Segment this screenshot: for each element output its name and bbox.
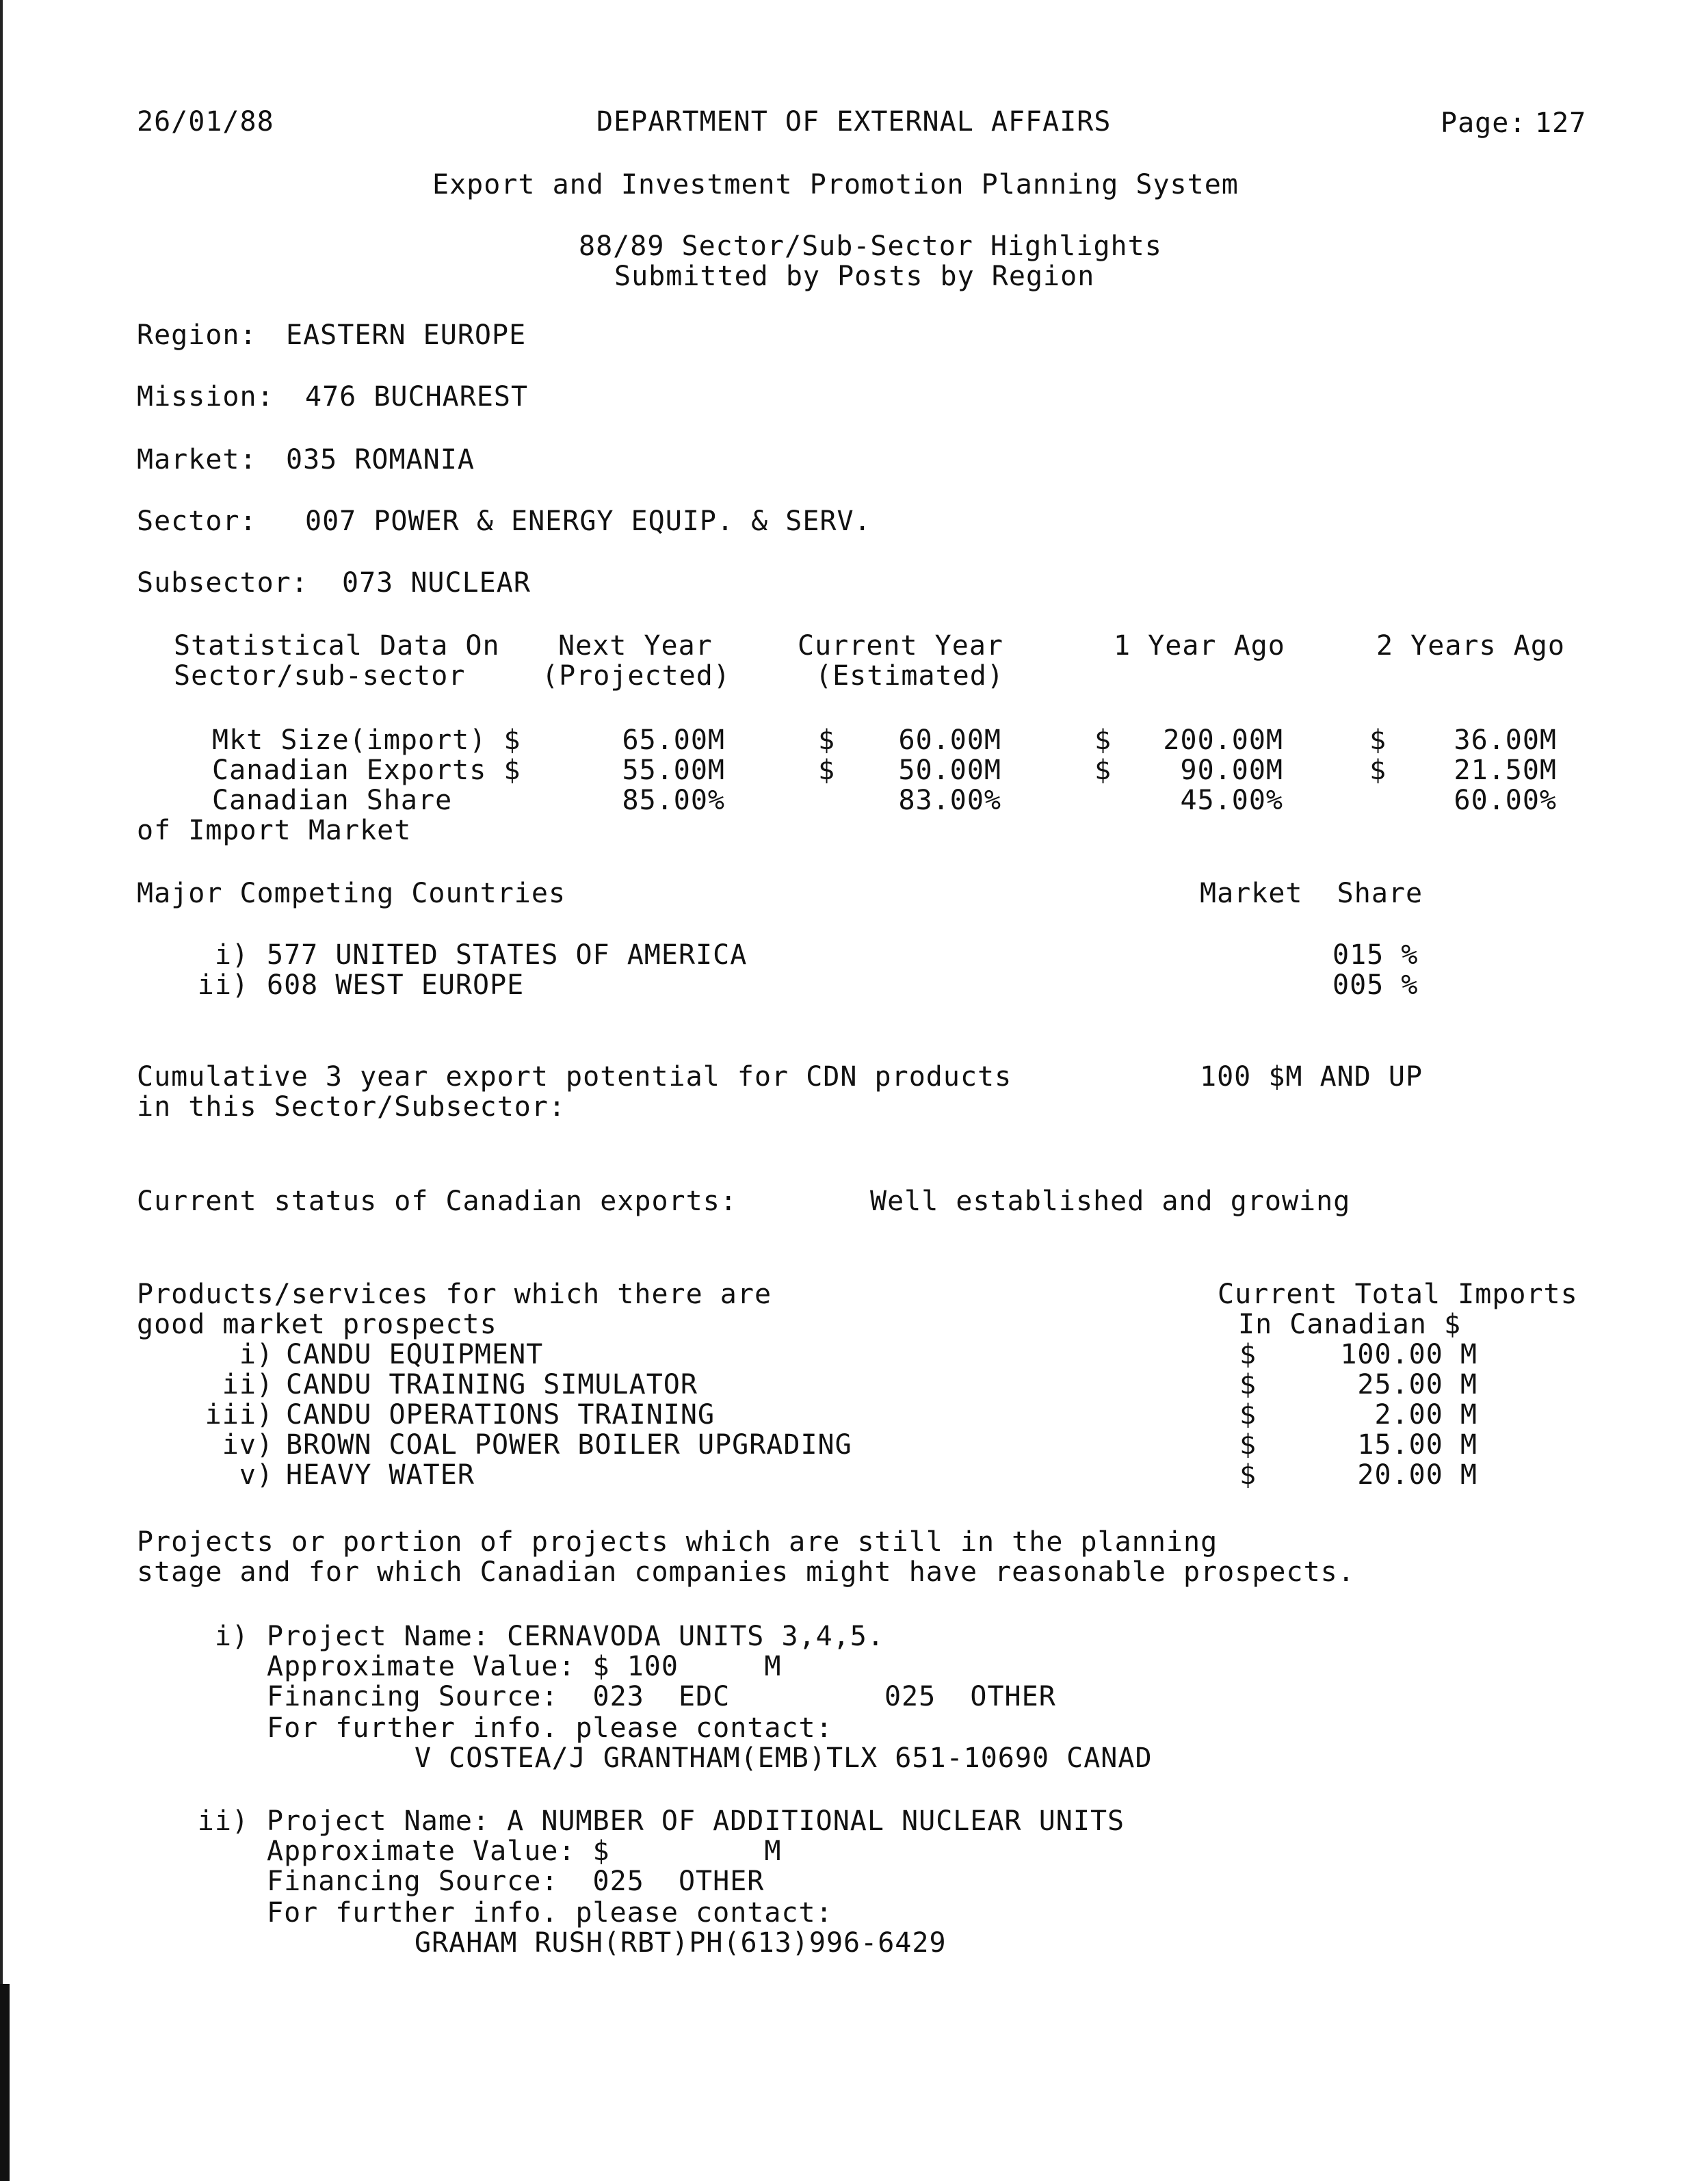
region-label: Region: [137,319,257,351]
project-financing-line: Financing Source: 023 EDC 025 OTHER [267,1681,1056,1712]
product-amount: 2.00 M [1374,1399,1477,1431]
product-currency: $ [1239,1399,1257,1431]
page-edge [0,0,3,2181]
stats-cell: 85.00% [622,785,725,816]
col-current-year: Current Year [798,630,1003,662]
page-label: Page: [1441,107,1527,139]
competitor-share: 015 % [1332,939,1419,971]
project-value-line: Approximate Value: $ M [267,1836,782,1867]
stats-cell: 83.00% [898,785,1001,816]
competitor-share: 005 % [1332,969,1419,1001]
mission-value: 476 BUCHAREST [305,381,529,413]
project-contact-label: For further info. please contact: [267,1897,833,1929]
stats-currency: $ [1094,724,1112,756]
product-amount: 25.00 M [1357,1369,1477,1400]
stats-row-label: Canadian Share [212,785,453,816]
stats-heading-line2: Sector/sub-sector [174,660,466,692]
potential-label-line1: Cumulative 3 year export potential for CDN products [137,1061,1012,1093]
stats-cell: 200.00M [1163,724,1283,756]
col-current-year-sub: (Estimated) [815,660,1004,692]
potential-value: 100 $M AND UP [1200,1061,1423,1093]
sector-label: Sector: [137,506,257,537]
project-contact: V COSTEA/J GRANTHAM(EMB)TLX 651-10690 CANAD [415,1742,1153,1774]
market-label: Market: [137,444,257,475]
sector-value: 007 POWER & ENERGY EQUIP. & SERV. [305,506,871,537]
report-title: 88/89 Sector/Sub-Sector Highlights [579,231,1162,262]
project-contact-label: For further info. please contact: [267,1712,833,1744]
stats-cell: 55.00M [622,755,725,786]
col-1-year-ago: 1 Year Ago [1114,630,1285,662]
page-number: 127 [1535,107,1587,139]
potential-label-line2: in this Sector/Subsector: [137,1091,566,1123]
projects-intro-line2: stage and for which Canadian companies might have reasonable prospects. [137,1556,1355,1588]
competitor-name: 577 UNITED STATES OF AMERICA [267,939,748,971]
imports-heading-line2: In Canadian $ [1238,1309,1462,1340]
stats-currency: $ [818,755,836,786]
competitor-number: i) [214,939,249,971]
products-heading-line1: Products/services for which there are [137,1279,772,1310]
competitor-name: 608 WEST EUROPE [267,969,525,1001]
product-number: i) [239,1339,274,1370]
project-name-line: Project Name: A NUMBER OF ADDITIONAL NUCLEAR UNITS [267,1805,1125,1837]
product-currency: $ [1239,1339,1257,1370]
project-name-line: Project Name: CERNAVODA UNITS 3,4,5. [267,1621,884,1652]
product-currency: $ [1239,1369,1257,1400]
market-value: 035 ROMANIA [286,444,475,475]
col-2-years-ago: 2 Years Ago [1376,630,1565,662]
product-name: BROWN COAL POWER BOILER UPGRADING [286,1429,852,1461]
stats-row-label: Canadian Exports $ [212,755,521,786]
mission-label: Mission: [137,381,274,413]
product-name: CANDU OPERATIONS TRAINING [286,1399,715,1431]
stats-cell: 45.00% [1180,785,1283,816]
products-heading-line2: good market prospects [137,1309,497,1340]
market-share-heading: Market Share [1200,878,1423,909]
system-title: Export and Investment Promotion Planning System [432,169,1239,200]
col-next-year-sub: (Projected) [542,660,731,692]
product-amount: 20.00 M [1357,1459,1477,1491]
stats-cell: 90.00M [1180,755,1283,786]
product-name: CANDU TRAINING SIMULATOR [286,1369,698,1400]
stats-cell: 60.00M [898,724,1001,756]
product-number: iv) [222,1429,274,1461]
subsector-value: 073 NUCLEAR [342,567,531,599]
project-contact: GRAHAM RUSH(RBT)PH(613)996-6429 [415,1927,947,1959]
product-name: CANDU EQUIPMENT [286,1339,544,1370]
project-number: ii) [197,1805,249,1837]
stats-currency: $ [1094,755,1112,786]
stats-cell: 60.00% [1454,785,1557,816]
projects-intro-line1: Projects or portion of projects which are still in the planning [137,1526,1218,1558]
product-number: iii) [205,1399,274,1431]
project-financing-line: Financing Source: 025 OTHER [267,1866,765,1897]
department-name: DEPARTMENT OF EXTERNAL AFFAIRS [596,106,1112,138]
stats-currency: $ [1369,755,1387,786]
stats-row-label-continued: of Import Market [137,815,412,846]
report-date: 26/01/88 [137,106,274,138]
competitor-number: ii) [197,969,249,1001]
stats-row-label: Mkt Size(import) $ [212,724,521,756]
col-next-year: Next Year [558,630,713,662]
status-label: Current status of Canadian exports: [137,1186,737,1217]
competitors-heading: Major Competing Countries [137,878,566,909]
product-currency: $ [1239,1429,1257,1461]
report-subtitle: Submitted by Posts by Region [614,261,1095,292]
imports-heading-line1: Current Total Imports [1218,1279,1578,1310]
project-number: i) [214,1621,249,1652]
stats-cell: 36.00M [1454,724,1557,756]
product-amount: 100.00 M [1340,1339,1477,1370]
project-value-line: Approximate Value: $ 100 M [267,1651,782,1682]
stats-currency: $ [1369,724,1387,756]
status-value: Well established and growing [870,1186,1351,1217]
product-currency: $ [1239,1459,1257,1491]
stats-heading-line1: Statistical Data On [174,630,500,662]
region-value: EASTERN EUROPE [286,319,527,351]
stats-cell: 50.00M [898,755,1001,786]
page-edge-shadow [0,1984,10,2181]
product-number: ii) [222,1369,274,1400]
stats-cell: 65.00M [622,724,725,756]
product-amount: 15.00 M [1357,1429,1477,1461]
subsector-label: Subsector: [137,567,308,599]
stats-currency: $ [818,724,836,756]
product-name: HEAVY WATER [286,1459,475,1491]
stats-cell: 21.50M [1454,755,1557,786]
product-number: v) [239,1459,274,1491]
